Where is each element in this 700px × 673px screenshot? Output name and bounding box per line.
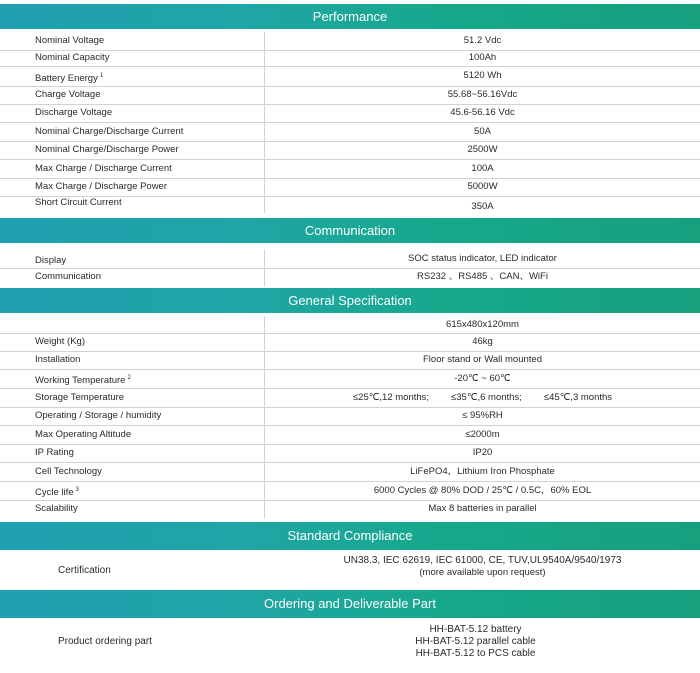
certification-values <box>265 555 700 579</box>
spec-label: Scalability <box>35 503 78 514</box>
spec-value: 5000W <box>467 181 498 192</box>
spec-value: -20℃ ~ 60℃ <box>454 373 511 384</box>
spec-label: Storage Temperature <box>35 392 125 403</box>
spec-value: 45.6-56.16 Vdc <box>450 107 515 118</box>
section-title: Standard Compliance <box>287 528 413 543</box>
storage-temp-45: ≤45℃,3 months <box>543 392 613 403</box>
spec-row <box>0 159 700 179</box>
spec-label: Short Circuit Current <box>35 197 122 208</box>
section-title: Communication <box>304 223 396 238</box>
spec-row <box>0 32 700 51</box>
spec-row <box>0 388 700 408</box>
ordering-item: HH-BAT-5.12 parallel cable <box>415 636 536 647</box>
spec-label: Nominal Voltage <box>35 35 105 46</box>
spec-row <box>0 141 700 160</box>
spec-label: Working Temperature $^2$ <box>35 375 131 387</box>
section-title: Ordering and Deliverable Part <box>264 596 436 611</box>
spec-label: Max Charge / Discharge Current <box>35 163 172 174</box>
section-title: General Specification <box>288 293 412 308</box>
spec-label: Display <box>35 255 67 266</box>
spec-label: Nominal Charge/Discharge Current <box>35 126 184 137</box>
section-header-general <box>0 288 700 313</box>
spec-value: 615x480x120mm <box>446 319 519 330</box>
spec-label: Nominal Charge/Discharge Power <box>35 144 179 155</box>
spec-value: ≤ 95%RH <box>462 410 503 421</box>
section-header-communication <box>0 218 700 243</box>
spec-value: IP20 <box>472 447 493 458</box>
certification-label: Certification <box>58 565 111 576</box>
ordering-items <box>258 624 693 660</box>
spec-label: IP Rating <box>35 447 74 458</box>
spec-row <box>0 250 700 269</box>
certification-note: (more available upon request) <box>419 567 546 578</box>
spec-row <box>0 351 700 370</box>
spec-label: Max Charge / Discharge Power <box>35 181 167 192</box>
spec-value: 100Ah <box>468 52 497 63</box>
ordering-label: Product ordering part <box>58 636 152 647</box>
spec-row <box>0 86 700 105</box>
spec-value: 2500W <box>467 144 498 155</box>
spec-value: 55.68~56.16Vdc <box>447 89 518 100</box>
spec-row <box>0 481 700 501</box>
ordering-row <box>0 618 700 673</box>
spec-row <box>0 369 700 389</box>
spec-row <box>0 316 700 334</box>
spec-value: 350A <box>471 201 494 212</box>
spec-row <box>0 462 700 482</box>
spec-label: Battery Energy $^1$ <box>35 73 104 85</box>
spec-label: Operating / Storage / humidity <box>35 410 162 421</box>
spec-row <box>0 268 700 286</box>
spec-label: Installation <box>35 354 81 365</box>
spec-label: Cell Technology <box>35 466 102 477</box>
section-header-compliance <box>0 522 700 550</box>
spec-row <box>0 50 700 67</box>
spec-value: Max 8 batteries in parallel <box>428 503 537 514</box>
spec-row <box>0 196 700 213</box>
spec-row <box>0 122 700 142</box>
spec-label: Weight (Kg) <box>35 336 85 347</box>
spec-value: 50A <box>474 126 491 137</box>
ordering-item: HH-BAT-5.12 to PCS cable <box>415 648 536 659</box>
spec-label: Max Operating Altitude <box>35 429 132 440</box>
spec-label: Communication <box>35 271 101 282</box>
spec-value: 46kg <box>472 336 493 347</box>
section-header-performance <box>0 4 700 29</box>
storage-temperature-values <box>265 388 700 407</box>
spec-label: Nominal Capacity <box>35 52 110 63</box>
spec-value: 5120 Wh <box>463 70 502 81</box>
spec-row <box>0 333 700 352</box>
spec-value: RS232 、RS485 、CAN、WiFi <box>417 271 548 282</box>
section-header-ordering <box>0 590 700 618</box>
spec-value: 6000 Cycles @ 80% DOD / 25℃ / 0.5C，60% EOL <box>373 485 592 496</box>
spec-row <box>0 104 700 123</box>
spec-row <box>0 500 700 518</box>
spec-row <box>0 66 700 87</box>
certification-row <box>0 550 700 590</box>
storage-temp-35: ≤35℃,6 months; <box>451 392 522 403</box>
storage-temp-25: ≤25℃,12 months; <box>352 392 430 403</box>
spec-label: Charge Voltage <box>35 89 101 100</box>
spec-row <box>0 425 700 445</box>
certification-standards: UN38.3, IEC 62619, IEC 61000, CE, TUV,UL9540A/9540/1973 <box>343 555 622 566</box>
spec-label: Cycle life $^3$ <box>35 487 79 499</box>
spec-value: Floor stand or Wall mounted <box>423 354 542 365</box>
spec-row <box>0 407 700 426</box>
spec-value: 51.2 Vdc <box>463 35 502 46</box>
ordering-item: HH-BAT-5.12 battery <box>429 624 522 635</box>
spec-label: Discharge Voltage <box>35 107 113 118</box>
spec-value: LiFePO4，Lithium Iron Phosphate <box>410 466 555 477</box>
spec-value: ≤2000m <box>465 429 500 440</box>
spec-value: SOC status indicator, LED indicator <box>408 253 557 264</box>
section-title: Performance <box>312 9 388 24</box>
spec-value: 100A <box>471 163 494 174</box>
spec-row <box>0 444 700 463</box>
